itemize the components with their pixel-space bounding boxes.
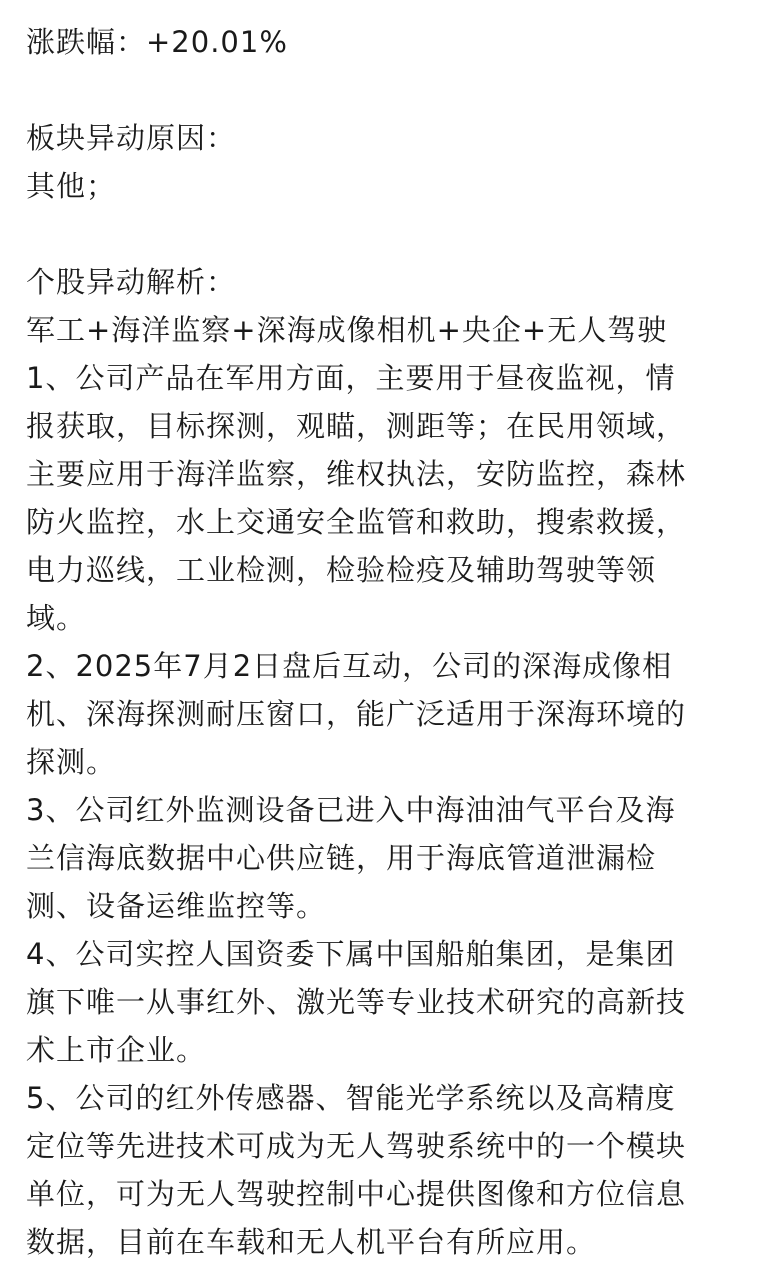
document-body xyxy=(26,18,748,1266)
point-line: 域。 xyxy=(26,601,87,635)
analysis-point-2 xyxy=(26,642,748,786)
sector-reason-value: 其他； xyxy=(26,169,117,203)
point-line: 兰信海底数据中心供应链，用于海底管道泄漏检 xyxy=(26,841,657,875)
analysis-point-4 xyxy=(26,930,748,1074)
point-line: 防火监控，水上交通安全监管和救助，搜索救援， xyxy=(26,505,687,539)
change-percent-line: 涨跌幅：+20.01% xyxy=(26,25,288,59)
point-line: 数据，目前在车载和无人机平台有所应用。 xyxy=(26,1225,597,1259)
point-line: 1、公司产品在军用方面，主要用于昼夜监视，情 xyxy=(26,361,676,395)
analysis-point-3 xyxy=(26,786,748,930)
point-line: 4、公司实控人国资委下属中国船舶集团，是集团 xyxy=(26,937,676,971)
analysis-point-5 xyxy=(26,1074,748,1266)
point-line: 报获取，目标探测，观瞄，测距等；在民用领域， xyxy=(26,409,687,443)
point-line: 旗下唯一从事红外、激光等专业技术研究的高新技 xyxy=(26,985,687,1019)
analysis-point-1 xyxy=(26,354,748,642)
point-line: 单位，可为无人驾驶控制中心提供图像和方位信息 xyxy=(26,1177,687,1211)
point-line: 定位等先进技术可成为无人驾驶系统中的一个模块 xyxy=(26,1129,687,1163)
blank-line xyxy=(26,66,748,114)
sector-reason-heading: 板块异动原因： xyxy=(26,121,237,155)
point-line: 探测。 xyxy=(26,745,117,779)
point-line: 3、公司红外监测设备已进入中海油油气平台及海 xyxy=(26,793,676,827)
point-line: 电力巡线，工业检测，检验检疫及辅助驾驶等领 xyxy=(26,553,657,587)
point-line: 主要应用于海洋监察，维权执法，安防监控，森林 xyxy=(26,457,687,491)
blank-line xyxy=(26,210,748,258)
point-line: 5、公司的红外传感器、智能光学系统以及高精度 xyxy=(26,1081,676,1115)
point-line: 术上市企业。 xyxy=(26,1033,207,1067)
stock-tags-line: 军工+海洋监察+深海成像相机+央企+无人驾驶 xyxy=(26,313,668,347)
point-line: 机、深海探测耐压窗口，能广泛适用于深海环境的 xyxy=(26,697,687,731)
stock-analysis-heading: 个股异动解析： xyxy=(26,265,237,299)
point-line: 测、设备运维监控等。 xyxy=(26,889,327,923)
point-line: 2、2025年7月2日盘后互动，公司的深海成像相 xyxy=(26,649,673,683)
